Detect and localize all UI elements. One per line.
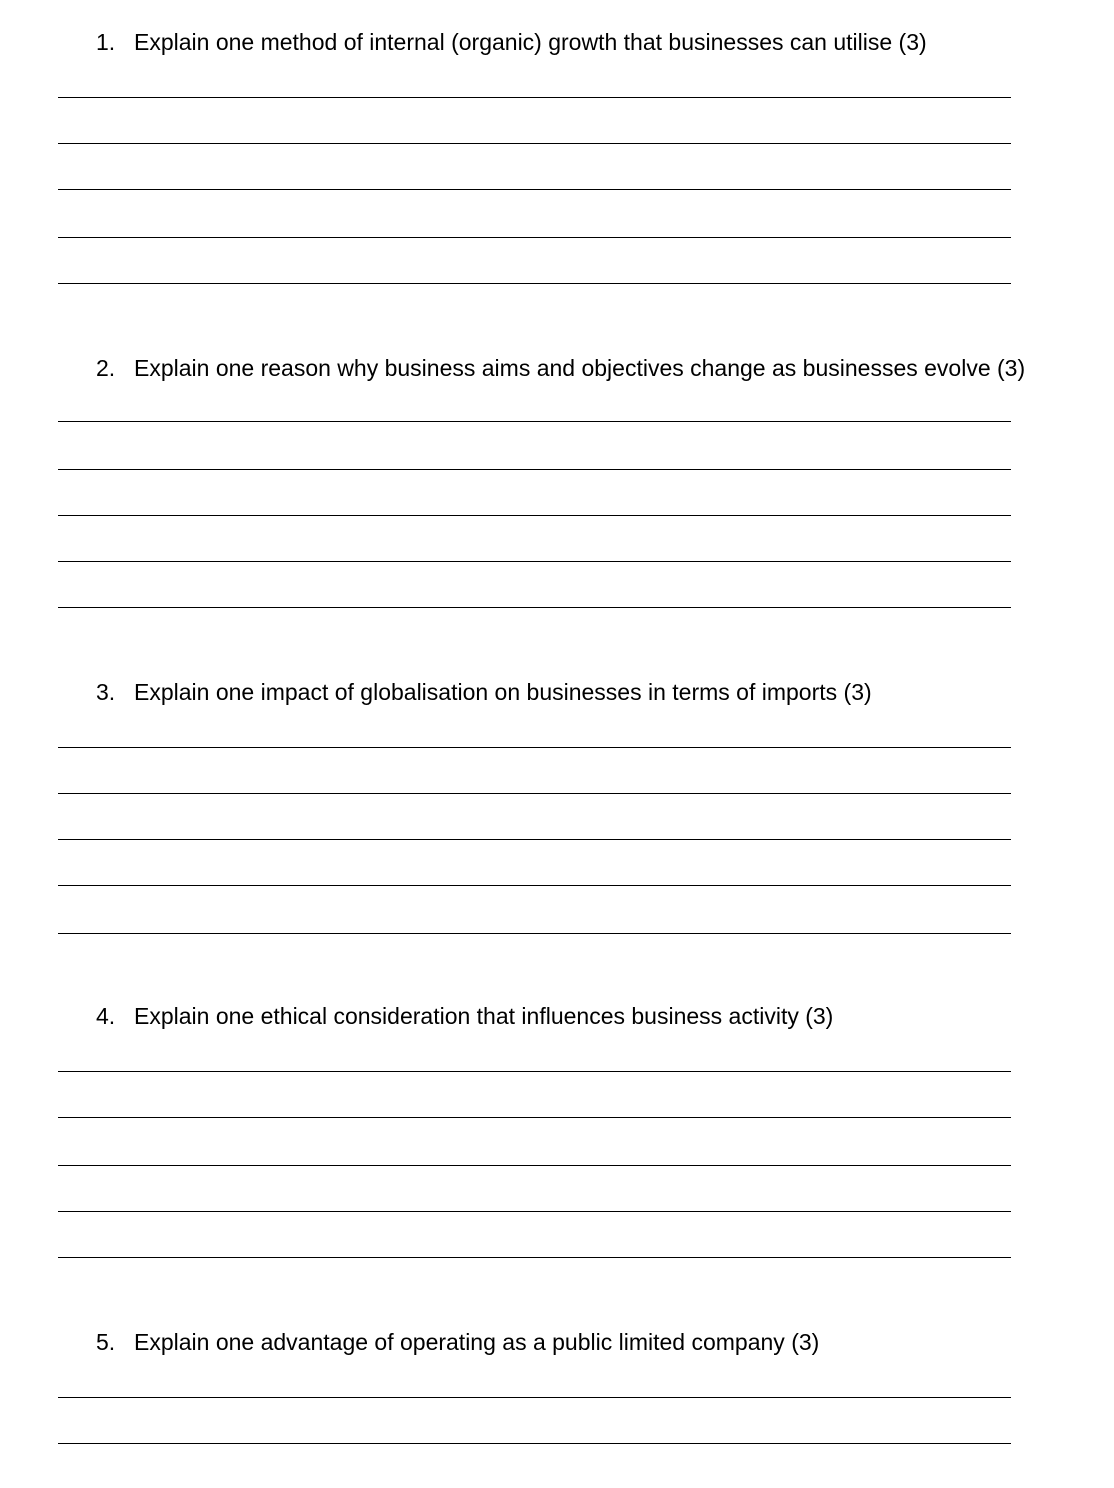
question-3-prompt <box>96 678 872 706</box>
question-number: 3. <box>96 679 116 705</box>
question-text: Explain one method of internal (organic) growth that businesses can utilise (3) <box>134 29 927 55</box>
answer-line[interactable] <box>58 97 1011 98</box>
answer-line[interactable] <box>58 1117 1011 1118</box>
answer-line[interactable] <box>58 607 1011 608</box>
answer-line[interactable] <box>58 189 1011 190</box>
answer-line[interactable] <box>58 793 1011 794</box>
answer-line[interactable] <box>58 1397 1011 1398</box>
question-1-prompt <box>96 28 927 56</box>
question-text: Explain one reason why business aims and objectives change as businesses evolve (3) <box>134 355 1026 381</box>
answer-line[interactable] <box>58 1071 1011 1072</box>
answer-line[interactable] <box>58 747 1011 748</box>
question-5-prompt <box>96 1328 819 1356</box>
answer-line[interactable] <box>58 283 1011 284</box>
question-2-prompt <box>96 354 1025 382</box>
question-4-prompt <box>96 1002 833 1030</box>
answer-line[interactable] <box>58 885 1011 886</box>
question-number: 4. <box>96 1003 116 1029</box>
question-number: 2. <box>96 355 116 381</box>
answer-line[interactable] <box>58 933 1011 934</box>
answer-line[interactable] <box>58 515 1011 516</box>
answer-line[interactable] <box>58 469 1011 470</box>
question-number: 1. <box>96 29 116 55</box>
question-text: Explain one impact of globalisation on businesses in terms of imports (3) <box>134 679 872 705</box>
question-number: 5. <box>96 1329 116 1355</box>
answer-line[interactable] <box>58 237 1011 238</box>
answer-line[interactable] <box>58 1211 1011 1212</box>
answer-line[interactable] <box>58 561 1011 562</box>
answer-line[interactable] <box>58 1257 1011 1258</box>
answer-line[interactable] <box>58 1165 1011 1166</box>
answer-line[interactable] <box>58 839 1011 840</box>
question-text: Explain one ethical consideration that influences business activity (3) <box>134 1003 834 1029</box>
answer-line[interactable] <box>58 421 1011 422</box>
answer-line[interactable] <box>58 1443 1011 1444</box>
answer-line[interactable] <box>58 143 1011 144</box>
question-text: Explain one advantage of operating as a public limited company (3) <box>134 1329 820 1355</box>
